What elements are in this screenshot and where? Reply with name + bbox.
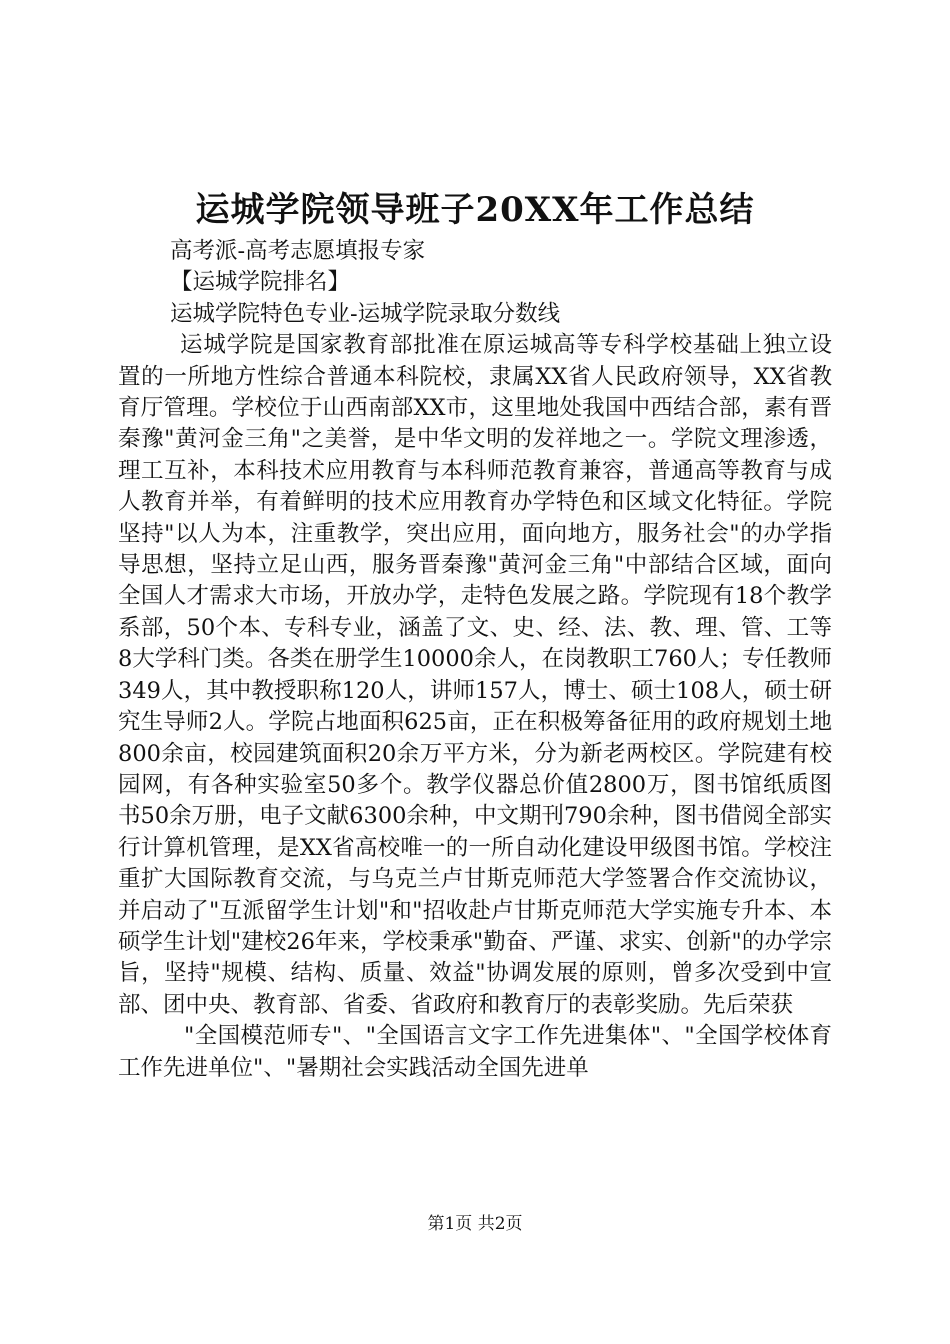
intro-line-ranking: 【运城学院排名】 bbox=[170, 269, 351, 296]
intro-line-majors: 运城学院特色专业-运城学院录取分数线 bbox=[170, 300, 561, 327]
document-body bbox=[118, 236, 832, 1084]
intro-line-gaokaopai: 高考派-高考志愿填报专家 bbox=[170, 238, 426, 264]
body-paragraph: 运城学院是国家教育部批准在原运城高等专科学校基础上独立设置的一所地方性综合普通本科院校，隶属XX省人民政府领导，XX省教育厅管理。学校位于山西南部XX市，这里地处我国中西结合部，素有晋秦豫"黄河金三角"之美誉，是中华文明的发祥地之一。学院文理渗透，理工互补，本科技术应用教育与本科师范教育兼容，普通高等教育与成人教育并举，有着鲜明的技术应用教育办学特色和区域文化特征。学院坚持"以人为本，注重教学，突出应用，面向地方，服务社会"的办学指导思想，坚持立足山西，服务晋秦豫"黄河金三角"中部结合区域，面向全国人才需求大市场，开放办学，走特色发展之路。学院现有18个教学系部，50个本、专科专业，涵盖了文、史、经、法、教、理、管、工等8大学科门类。各类在册学生10000余人，在岗教职工760人；专任教师349人，其中教授职称120人，讲师157人，博士、硕士108人，硕士研究生导师2人。学院占地面积625亩，正在积极筹备征用的政府规划土地800余亩，校园建筑面积20余万平方米，分为新老两校区。学院建有校园网，有各种实验室50多个。教学仪器总价值2800万，图书馆纸质图书50余万册，电子文献6300余种，中文期刊790余种，图书借阅全部实行计算机管理，是XX省高校唯一的一所自动化建设甲级图书馆。学校注重扩大国际教育交流，与乌克兰卢甘斯克师范大学签署合作交流协议，并启动了"互派留学生计划"和"招收赴卢甘斯克师范大学实施专升本、本硕学生计划"建校26年来，学校秉承"勤奋、严谨、求实、创新"的办学宗旨，坚持"规模、结构、质量、效益"协调发展的原则，曾多次受到中宣部、团中央、教育部、省委、省政府和教育厅的表彰奖励。先后荣获 bbox=[118, 332, 832, 1018]
body-paragraph: "全国模范师专"、"全国语言文字工作先进集体"、"全国学校体育工作先进单位"、"暑期社会实践活动全国先进单 bbox=[118, 1023, 832, 1081]
page-number: 第1页 共2页 bbox=[427, 1214, 523, 1234]
document-title: 运城学院领导班子20XX年工作总结 bbox=[195, 190, 755, 230]
